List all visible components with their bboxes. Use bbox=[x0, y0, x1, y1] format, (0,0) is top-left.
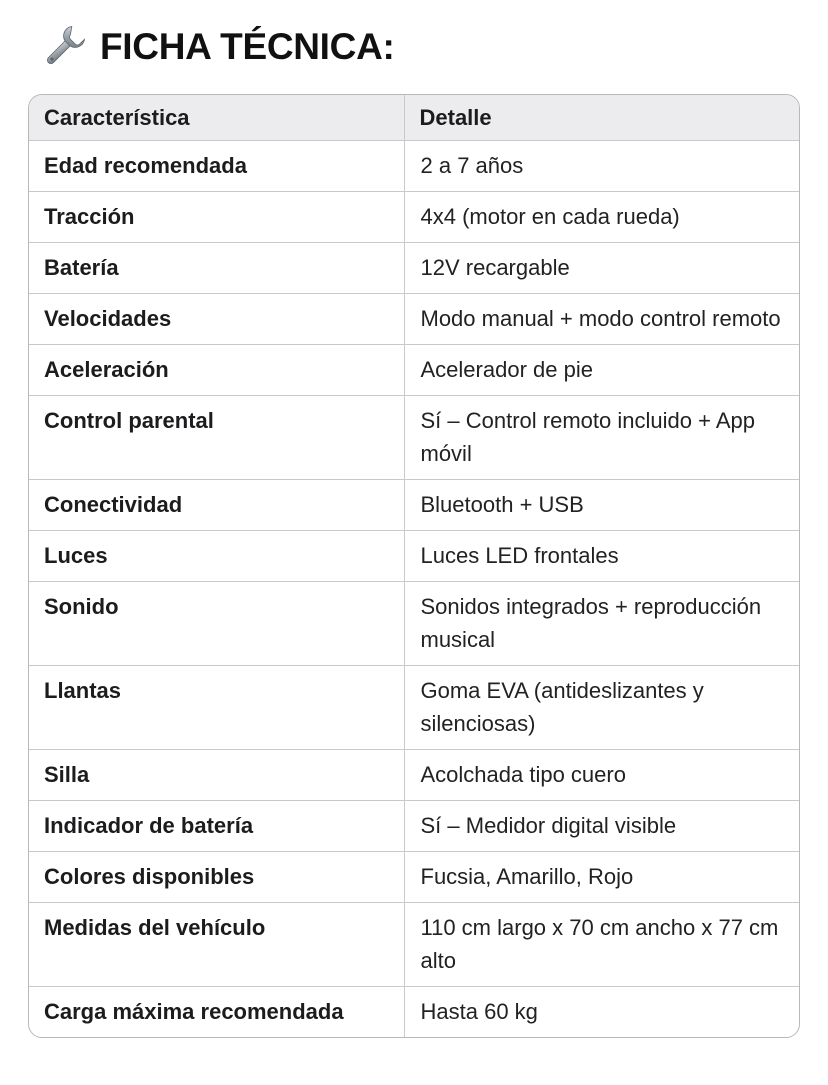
row-detail: Sonidos integrados + reproducción musical bbox=[404, 582, 799, 666]
row-feature: Silla bbox=[29, 750, 404, 801]
row-detail: Goma EVA (antideslizantes y silenciosas) bbox=[404, 666, 799, 750]
row-detail: 110 cm largo x 70 cm ancho x 77 cm alto bbox=[404, 903, 799, 987]
table-row bbox=[29, 396, 799, 480]
row-detail: Fucsia, Amarillo, Rojo bbox=[404, 852, 799, 903]
table-row bbox=[29, 141, 799, 192]
page-title bbox=[40, 22, 395, 72]
table-row bbox=[29, 294, 799, 345]
page-title-text: FICHA TÉCNICA: bbox=[100, 26, 395, 67]
row-detail: Hasta 60 kg bbox=[404, 987, 799, 1038]
row-detail: Luces LED frontales bbox=[404, 531, 799, 582]
spec-table bbox=[28, 94, 800, 1038]
row-detail: 12V recargable bbox=[404, 243, 799, 294]
row-feature: Llantas bbox=[29, 666, 404, 750]
row-feature: Aceleración bbox=[29, 345, 404, 396]
row-feature: Medidas del vehículo bbox=[29, 903, 404, 987]
row-detail: 2 a 7 años bbox=[404, 141, 799, 192]
row-feature: Conectividad bbox=[29, 480, 404, 531]
row-feature: Indicador de batería bbox=[29, 801, 404, 852]
table-row bbox=[29, 852, 799, 903]
table-row bbox=[29, 903, 799, 987]
row-detail: Acelerador de pie bbox=[404, 345, 799, 396]
table-row bbox=[29, 750, 799, 801]
row-detail: Acolchada tipo cuero bbox=[404, 750, 799, 801]
row-feature: Sonido bbox=[29, 582, 404, 666]
row-feature: Edad recomendada bbox=[29, 141, 404, 192]
table-row bbox=[29, 582, 799, 666]
row-feature: Tracción bbox=[29, 192, 404, 243]
row-feature: Velocidades bbox=[29, 294, 404, 345]
table-row bbox=[29, 345, 799, 396]
table-row bbox=[29, 801, 799, 852]
row-detail: Modo manual + modo control remoto bbox=[404, 294, 799, 345]
row-detail: Bluetooth + USB bbox=[404, 480, 799, 531]
row-feature: Luces bbox=[29, 531, 404, 582]
header-feature: Característica bbox=[29, 95, 404, 141]
header-detail: Detalle bbox=[404, 95, 799, 141]
row-feature: Control parental bbox=[29, 396, 404, 480]
table-row bbox=[29, 531, 799, 582]
wrench-icon bbox=[40, 23, 88, 71]
table-row bbox=[29, 243, 799, 294]
table-row bbox=[29, 666, 799, 750]
row-detail: 4x4 (motor en cada rueda) bbox=[404, 192, 799, 243]
table-row bbox=[29, 987, 799, 1038]
table-row bbox=[29, 480, 799, 531]
row-feature: Carga máxima recomendada bbox=[44, 999, 344, 1024]
table-header-row bbox=[29, 95, 799, 141]
row-detail: Sí – Control remoto incluido + App móvil bbox=[404, 396, 799, 480]
row-feature: Batería bbox=[29, 243, 404, 294]
table-row bbox=[29, 192, 799, 243]
row-feature: Colores disponibles bbox=[29, 852, 404, 903]
row-detail: Sí – Medidor digital visible bbox=[404, 801, 799, 852]
